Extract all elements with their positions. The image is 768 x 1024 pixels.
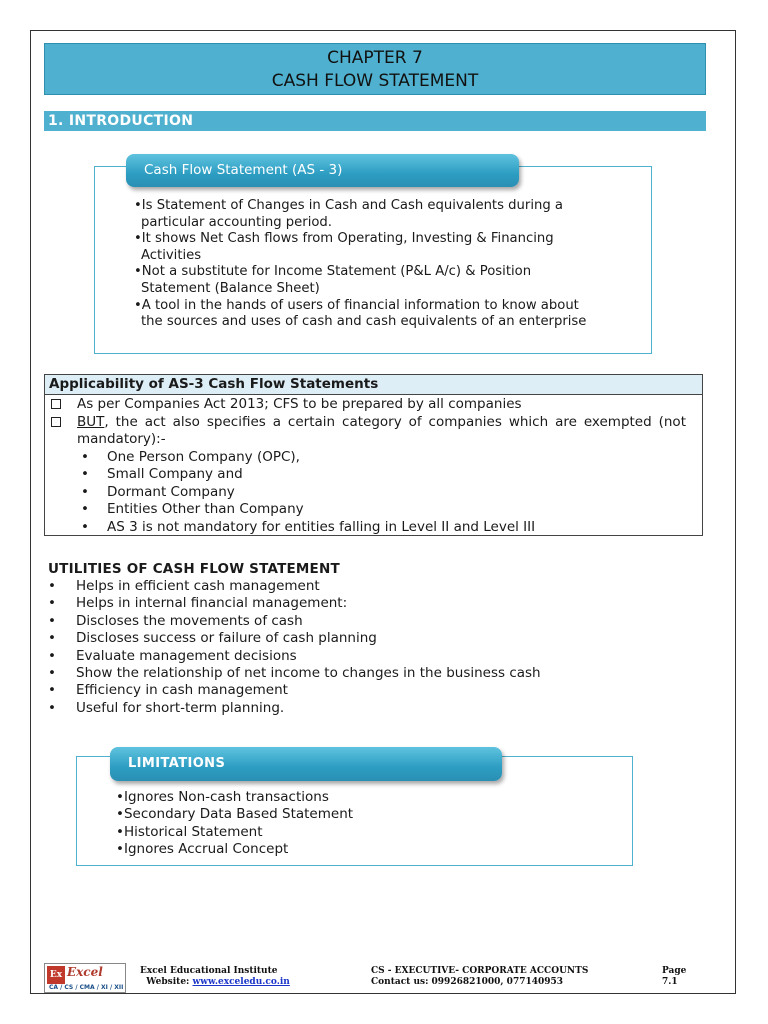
applicability-point: BUT, the act also specifies a certain category of companies which are exempted (not mandatory):- <box>51 414 686 449</box>
chapter-title-banner <box>44 43 706 95</box>
applicability-heading: Applicability of AS-3 Cash Flow Statements <box>45 375 702 395</box>
list-item: •A tool in the hands of users of financial information to know about the sources and uses of cash and cash equivalents of an enterprise <box>134 297 587 330</box>
footer-course: CS - EXECUTIVE- CORPORATE ACCOUNTS Contact us: 09926821000, 077140953 <box>371 966 589 987</box>
chapter-number: CHAPTER 7 <box>327 48 423 68</box>
list-item: • Useful for short-term planning. <box>48 699 285 716</box>
list-item: • Discloses the movements of cash <box>48 612 303 629</box>
logo-mark-icon: Ex <box>47 966 65 984</box>
cfs-heading-pill: Cash Flow Statement (AS - 3) <box>126 154 519 187</box>
list-item: •Historical Statement <box>116 823 263 840</box>
chapter-title: CASH FLOW STATEMENT <box>271 71 479 91</box>
list-item: •Not a substitute for Income Statement (P&L A/c) & Position Statement (Balance Sheet) <box>134 264 532 296</box>
website-link[interactable]: www.exceledu.co.in <box>192 977 290 987</box>
cfs-definition-list <box>134 198 594 331</box>
utilities-heading: UTILITIES OF CASH FLOW STATEMENT <box>48 561 340 577</box>
exempt-item: • Entities Other than Company <box>81 501 304 517</box>
exempt-item: • Dormant Company <box>81 483 235 500</box>
footer-institute: Excel Educational Institute Website: www.exceledu.co.in <box>140 966 290 987</box>
list-item: •Secondary Data Based Statement <box>116 806 354 823</box>
list-item: • Discloses success or failure of cash planning <box>48 630 377 647</box>
list-item: • Efficiency in cash management <box>48 682 288 699</box>
but-emphasis: BUT <box>77 413 105 430</box>
exempt-item: • One Person Company (OPC), <box>81 448 300 465</box>
list-item: • Evaluate management decisions <box>48 647 297 664</box>
list-item: • Helps in internal financial management: <box>48 595 348 612</box>
list-item: •Ignores Accrual Concept <box>116 841 289 858</box>
page-number: Page 7.1 <box>662 966 687 987</box>
exempt-item: • Small Company and <box>81 466 243 482</box>
page-footer <box>44 962 704 992</box>
utilities-list <box>48 578 541 717</box>
applicability-table <box>44 374 703 536</box>
checkbox-bullet-icon <box>51 399 61 409</box>
list-item: •It shows Net Cash flows from Operating, Investing & Financing Activities <box>134 231 554 263</box>
limitations-heading-pill: LIMITATIONS <box>110 747 502 781</box>
applicability-point: As per Companies Act 2013; CFS to be prepared by all companies <box>51 396 686 414</box>
institute-logo: Ex Excel CA / CS / CMA / XI / XII <box>44 963 126 993</box>
list-item: •Ignores Non-cash transactions <box>116 789 329 805</box>
checkbox-bullet-icon <box>51 417 61 427</box>
list-item: • Helps in efficient cash management <box>48 578 320 594</box>
section-heading: 1. INTRODUCTION <box>44 111 706 131</box>
list-item: •Is Statement of Changes in Cash and Cash equivalents during a particular accounting period. <box>134 198 563 230</box>
list-item: • Show the relationship of net income to changes in the business cash <box>48 665 541 682</box>
limitations-list <box>116 789 516 859</box>
exempt-item: • AS 3 is not mandatory for entities falling in Level II and Level III <box>81 518 536 535</box>
